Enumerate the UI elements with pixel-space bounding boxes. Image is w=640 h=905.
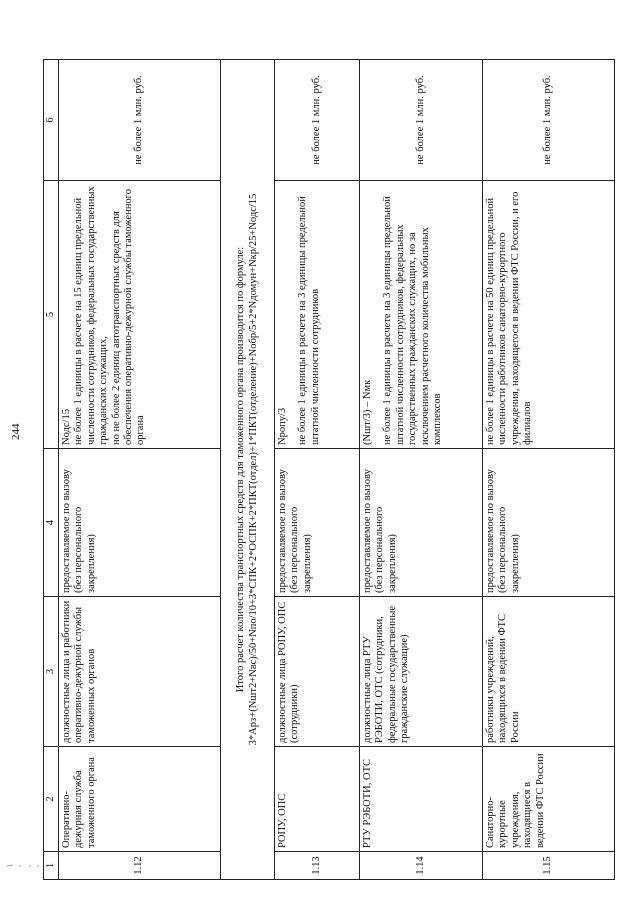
table-row xyxy=(59,60,221,880)
limit-cell: не более 1 млн. руб. xyxy=(59,60,221,181)
margin-mark xyxy=(5,860,45,872)
persons-cell: должностные лица и работники оперативно-дежурной службы таможенных органов xyxy=(59,597,221,747)
mode-cell: предоставляемое по вызову (без персонального закрепления) xyxy=(275,449,360,597)
col-header-4: 4 xyxy=(44,449,59,597)
norm-formula: Nодс/15 xyxy=(61,409,72,445)
summary-title: Итого расчет количества транспортных средств для таможенного органа производится по формуле: xyxy=(235,246,247,693)
persons-cell: работники учреждений, находящихся в ведении ФТС России xyxy=(483,597,615,747)
limit-cell: не более 1 млн. руб. xyxy=(360,60,483,181)
col-header-3: 3 xyxy=(44,597,59,747)
limit-cell: не более 1 млн. руб. xyxy=(275,60,360,181)
norm-text: не более 1 единицы в расчете на 15 единиц предельной численности сотрудников, федеральных государственных гражданских служащих, xyxy=(73,186,110,445)
page-number: 244 xyxy=(10,423,22,440)
norm-text: не более 1 единицы в расчете на 50 единиц предельной численности работников санаторно-курортного учреждения, находящегося в ведении ФТС России, и его филиалов xyxy=(485,191,534,445)
row-number: 1.13 xyxy=(275,852,360,880)
col-header-2: 2 xyxy=(44,747,59,852)
table-row xyxy=(483,60,615,880)
persons-cell: должностные лица РТУ РЭБОТИ, ОТС (сотрудники, федеральные государственные гражданские служащие) xyxy=(360,597,483,747)
norm-formula: Nропу/3 xyxy=(277,407,288,445)
vehicle-norms-table xyxy=(43,59,615,880)
persons-cell: должностные лица РОПУ, ОПС (сотрудники) xyxy=(275,597,360,747)
norm-cell xyxy=(360,181,483,449)
column-number-row xyxy=(44,60,59,880)
mode-cell: предоставляемое по вызову (без персонального закрепления) xyxy=(483,449,615,597)
summary-row xyxy=(221,60,275,880)
limit-cell: не более 1 млн. руб. xyxy=(483,60,615,181)
norm-cell xyxy=(59,181,221,449)
col-header-1: 1 xyxy=(44,852,59,880)
row-number: 1.15 xyxy=(483,852,615,880)
norm-formula: (Nшт/3) – Nмк xyxy=(362,379,373,445)
mode-cell: предоставляемое по вызову (без персонального закрепления) xyxy=(360,449,483,597)
norm-text: не более 1 единицы в расчете на 3 единицы предельной штатной численности сотрудников xyxy=(297,196,321,445)
table-row xyxy=(275,60,360,880)
rotated-table-container xyxy=(43,60,615,880)
unit-cell: Оперативно-дежурная служба таможенного органа xyxy=(59,747,221,852)
norm-cell xyxy=(483,181,615,449)
unit-cell: РТУ РЭБОТИ, ОТС xyxy=(360,747,483,852)
norm-text: не более 1 единицы в расчете на 3 единицы предельной штатной численности сотрудников, федеральных государственных гражданских служащих, но за исключением расчетного количества мобильных комплексов xyxy=(382,196,443,445)
unit-cell: Санаторно-курортные учреждения, находящиеся в ведении ФТС России xyxy=(483,747,615,852)
col-header-5: 5 xyxy=(44,181,59,449)
summary-formula: 3*Арз+(Nшт2+Nвс)/50+Nпо/10+3*СПК+2*ОСПК+2*ПКТ(отдел)+1*ПКТ(отделение)+Nобр/5+2*Nдомун+Nкр/25+Nодс/15 xyxy=(247,193,259,746)
col-header-6: 6 xyxy=(44,60,59,181)
norm-cell xyxy=(275,181,360,449)
norm-text: но не более 2 единиц автотранспортных средств для обеспечения оперативно-дежурной службы таможенного органа xyxy=(110,189,147,445)
row-number: 1.12 xyxy=(59,852,221,880)
unit-cell: РОПУ, ОПС xyxy=(275,747,360,852)
mode-cell: предоставляемое по вызову (без персонального закрепления) xyxy=(59,449,221,597)
row-number: 1.14 xyxy=(360,852,483,880)
summary-cell xyxy=(221,60,275,880)
table-row xyxy=(360,60,483,880)
